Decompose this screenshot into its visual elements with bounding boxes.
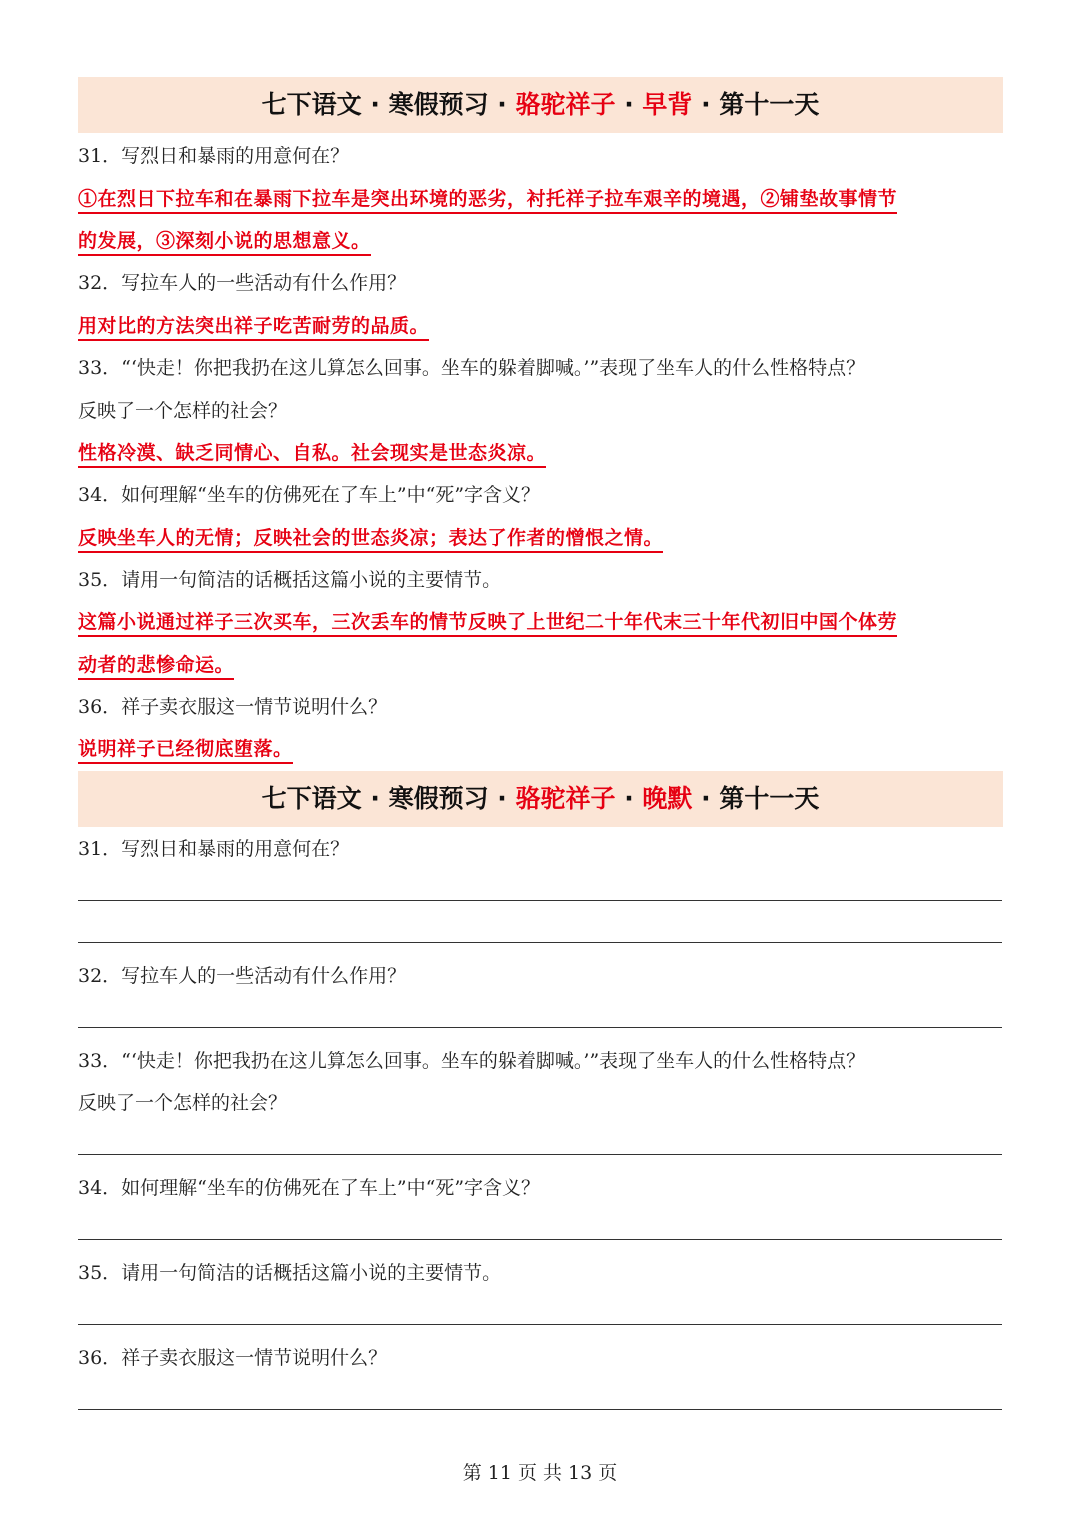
question-32: 32．写拉车人的一些活动有什么作用？ [78,272,407,294]
banner-separator: · [615,90,643,119]
blank-question-33-line-1: 33．“‘快走！你把我扔在这儿算怎么回事。坐车的躲着脚喊。’”表现了坐车人的什么性格特点？ [78,1050,866,1072]
blank-question-35: 35．请用一句简洁的话概括这篇小说的主要情节。 [78,1262,502,1284]
answer-line [78,1154,1002,1155]
page-number-footer: 第 11 页 共 13 页 [462,1462,618,1484]
banner-suffix: · 第十一天 [692,784,820,813]
section-banner-morning [78,77,1003,133]
banner-prefix: 七下语文 · 寒假预习 · [261,90,516,119]
answer-line [78,1324,1002,1325]
question-31: 31．写烈日和暴雨的用意何在？ [78,145,350,167]
banner-prefix: 七下语文 · 寒假预习 · [261,784,516,813]
banner-mode: 晚默 [642,784,693,813]
section-banner-evening [78,771,1003,827]
question-33-line-2: 反映了一个怎样的社会？ [78,400,288,422]
answer-35-line-1: 这篇小说通过祥子三次买车，三次丢车的情节反映了上世纪二十年代末三十年代初旧中国个体劳 [78,601,897,643]
answer-32: 用对比的方法突出祥子吃苦耐劳的品质。 [78,305,429,347]
blank-question-31: 31．写烈日和暴雨的用意何在？ [78,838,350,860]
banner-suffix: · 第十一天 [692,90,820,119]
question-34: 34．如何理解“坐车的仿佛死在了车上”中“死”字含义？ [78,484,541,506]
answer-31-line-2: 的发展，③深刻小说的思想意义。 [78,220,371,262]
blank-question-33-line-2: 反映了一个怎样的社会？ [78,1092,288,1114]
answer-34: 反映坐车人的无情；反映社会的世态炎凉；表达了作者的憎恨之情。 [78,517,663,559]
answer-line [78,1027,1002,1028]
answer-36: 说明祥子已经彻底堕落。 [78,728,293,770]
question-36: 36．祥子卖衣服这一情节说明什么？ [78,696,388,718]
banner-separator: · [615,784,643,813]
answer-33: 性格冷漠、缺乏同情心、自私。社会现实是世态炎凉。 [78,432,546,474]
blank-question-32: 32．写拉车人的一些活动有什么作用？ [78,965,407,987]
answer-line [78,942,1002,943]
blank-question-36: 36．祥子卖衣服这一情节说明什么？ [78,1347,388,1369]
answer-line [78,1239,1002,1240]
question-35: 35．请用一句简洁的话概括这篇小说的主要情节。 [78,569,502,591]
banner-book-title: 骆驼祥子 [515,784,616,813]
blank-question-34: 34．如何理解“坐车的仿佛死在了车上”中“死”字含义？ [78,1177,541,1199]
answer-31-line-1: ①在烈日下拉车和在暴雨下拉车是突出环境的恶劣，衬托祥子拉车艰辛的境遇，②铺垫故事情节 [78,178,897,220]
banner-book-title: 骆驼祥子 [515,90,616,119]
answer-35-line-2: 动者的悲惨命运。 [78,644,234,686]
banner-mode: 早背 [642,90,693,119]
question-33-line-1: 33．“‘快走！你把我扔在这儿算怎么回事。坐车的躲着脚喊。’”表现了坐车人的什么性格特点？ [78,357,866,379]
answer-line [78,900,1002,901]
answer-line [78,1409,1002,1410]
